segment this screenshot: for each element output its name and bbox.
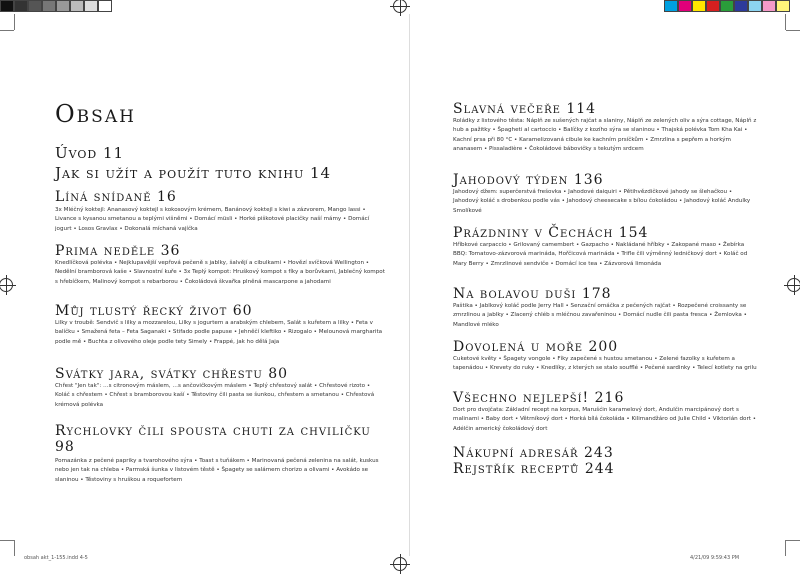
- section-title: Rejstřík receptů 244: [453, 461, 615, 477]
- section-description: Roládky z listového těsta: Náplň ze sušených rajčat a slaniny, Náplň ze zelených oliv a sýra cottage, Náplň z hub a pažitky • Špagheti al cartoccio • Balíčky z kozího sýra se slaninou • Thajská polévka Tom Kha Kai • Kachní prsa při 80 °C • Karamelizovaná cibule ke kachním prsíčkům • Zmrzlina s pepřem a horkým ananasem • Pissaladière • Čokoládové bábovičky s tekutým srdcem: [453, 118, 757, 153]
- section-title: Všechno nejlepší! 216: [453, 390, 625, 406]
- section-title: Líná snídaně 16: [55, 189, 177, 205]
- section-description: Hříbkové carpaccio • Grilovaný camembert • Gazpacho • Nakládané hříbky • Zakopané maso • Žebírka BBQ: Tomatovo-zázvorová marináda, Hořčicová marináda • Trifle čili výměnný ledničkový dort • Koláč od Mary Berry • Zmrzlinové sendviče • Domácí ice tea • Zázvorová limonáda: [453, 242, 748, 267]
- section-title: Slavná večeře 114: [453, 101, 597, 117]
- crop-mark: [0, 30, 14, 31]
- registration-mark-left: [0, 278, 13, 292]
- date-slug: 4/21/09 9:59:43 PM: [690, 555, 740, 561]
- section-title: Prima neděle 36: [55, 243, 181, 259]
- section-title: Nákupní adresář 243: [453, 445, 614, 461]
- crop-mark: [14, 540, 15, 556]
- section-description: Lilky v troubě: Sendvič s lilky a mozzarelou, Lilky s jogurtem a arabským chlebem, Salát s kuřetem a lilky • Feta v balíčku • Smažená feta – Feta Saganaki • Stifado podle papuse • Jehněčí kleftiko • Rizogalo • Melounová margharita podle mě • Buchta z olivového oleje podle tety Simely • Frappé, jak ho dělá Jaja: [55, 320, 383, 345]
- crop-mark: [786, 30, 800, 31]
- cmyk-color-bar: [664, 0, 790, 14]
- page-gutter: [409, 14, 410, 556]
- section-description: Knedlíčková polévka • Nejklupavější vepřová pečeně s jablky, šalvějí a cibulkami • Hovězí svíčková Wellington • Nedělní bramborová kaše • Slavnostní kuře • 3x Teplý kompot: Hruškový kompot s fíky a borůvkami, Jablečný kompot s hřebíčkem, Malinový kompot s rebarborou • Čokoládová škvařka plněná mascarpone a jahodami: [55, 260, 385, 285]
- section-title: Prázdniny v Čechách 154: [453, 225, 649, 241]
- section-title: Rychlovky čili spousta chuti za chviličku 98: [55, 423, 371, 455]
- section-title: Na bolavou duši 178: [453, 286, 612, 302]
- section-title: Svátky jara, svátky chřestu 80: [55, 366, 289, 382]
- toc-title: Obsah: [55, 100, 136, 128]
- registration-mark-right: [787, 278, 800, 292]
- file-slug: obsah akt_1-155.indd 4-5: [24, 555, 88, 561]
- grayscale-color-bar: [0, 0, 112, 14]
- section-title: Můj tlustý řecký život 60: [55, 303, 253, 319]
- section-description: Paštika • Jablkový koláč podle Jerry Hall • Senzační omáčka z pečených rajčat • Rozpečené croissanty se zmrzlinou a jablky • Zlacený chléb s mléčnou zavařeninou • Domácí nudle čili pasta fresca • Žemlovka • Mandlové mléko: [453, 303, 747, 328]
- section-description: Jahodový džem: superčerstvá frešovka • Jahodové daiquiri • Pětihvězdičkové jahody se šlehačkou • Jahodový koláč s drobenkou podle vás • Jahodový cheesecake s bílou čokoládou • Jahodový koláč Andulky Smolíkové: [453, 189, 751, 214]
- section-title: Úvod 11: [55, 144, 125, 162]
- section-description: 3x Mléčný koktejl: Ananasový koktejl s kokosovým krémem, Banánový koktejl s kiwi a zázvorem, Mango lassi • Livance s kysanou smetanou a teplými višněmi • Domácí müsli • Horké piškotové placičky naší mámy • Domácí jogurt • Losos Gravlax • Dokonalá míchaná vajíčka: [55, 207, 370, 232]
- crop-mark: [785, 14, 786, 30]
- section-title: Jak si užít a použít tuto knihu 14: [55, 164, 332, 182]
- crop-mark: [785, 540, 786, 556]
- section-title: Jahodový týden 136: [453, 172, 604, 188]
- section-description: Cuketové květy • Špagety vongole • Fíky zapečené s hustou smetanou • Zelené fazolky s kuřetem a tapenádou • Krevety do ruky • Knedlíky, z kterých se stalo soufflé • Pečené sardinky • Telecí kotlety na grilu: [453, 356, 757, 372]
- section-description: Chřest "Jen tak": …s citronovým máslem, …s ančovičkovým máslem • Teplý chřestový salát • Chřestové rizoto • Koláč s chřestem • Chřest s bramborovou kaší • Těstoviny čili pasta se šunkou, chřestem a smetanou • Chřestová krémová polévka: [55, 383, 375, 408]
- crop-mark: [786, 540, 800, 541]
- section-title: Dovolená u moře 200: [453, 339, 619, 355]
- section-description: Dort pro dvojčata: Základní recept na korpus, Marušćin karamelový dort, Andulčin marcipánový dort s malinami • Baby dort • Větrníkový dort • Horká bílá čokoláda • Kilimandžáro od Julie Child • Viktorián dort • Adélčin americký čokoládový dort: [453, 407, 757, 432]
- registration-mark-bottom: [393, 557, 407, 571]
- section-description: Pomazánka z pečené papriky a tvarohového sýra • Toast s tuňákem • Marinovaná pečená zelenina na salát, kuskus nebo jen tak na chleba • Parmská šunka v listovém těstě • Špagety se salámem chorizo a olivami • Avokádo se slaninou • Těstoviny s hruškou a roquefortem: [55, 458, 379, 483]
- crop-mark: [14, 14, 15, 30]
- crop-mark: [0, 540, 14, 541]
- registration-mark-top: [393, 0, 407, 13]
